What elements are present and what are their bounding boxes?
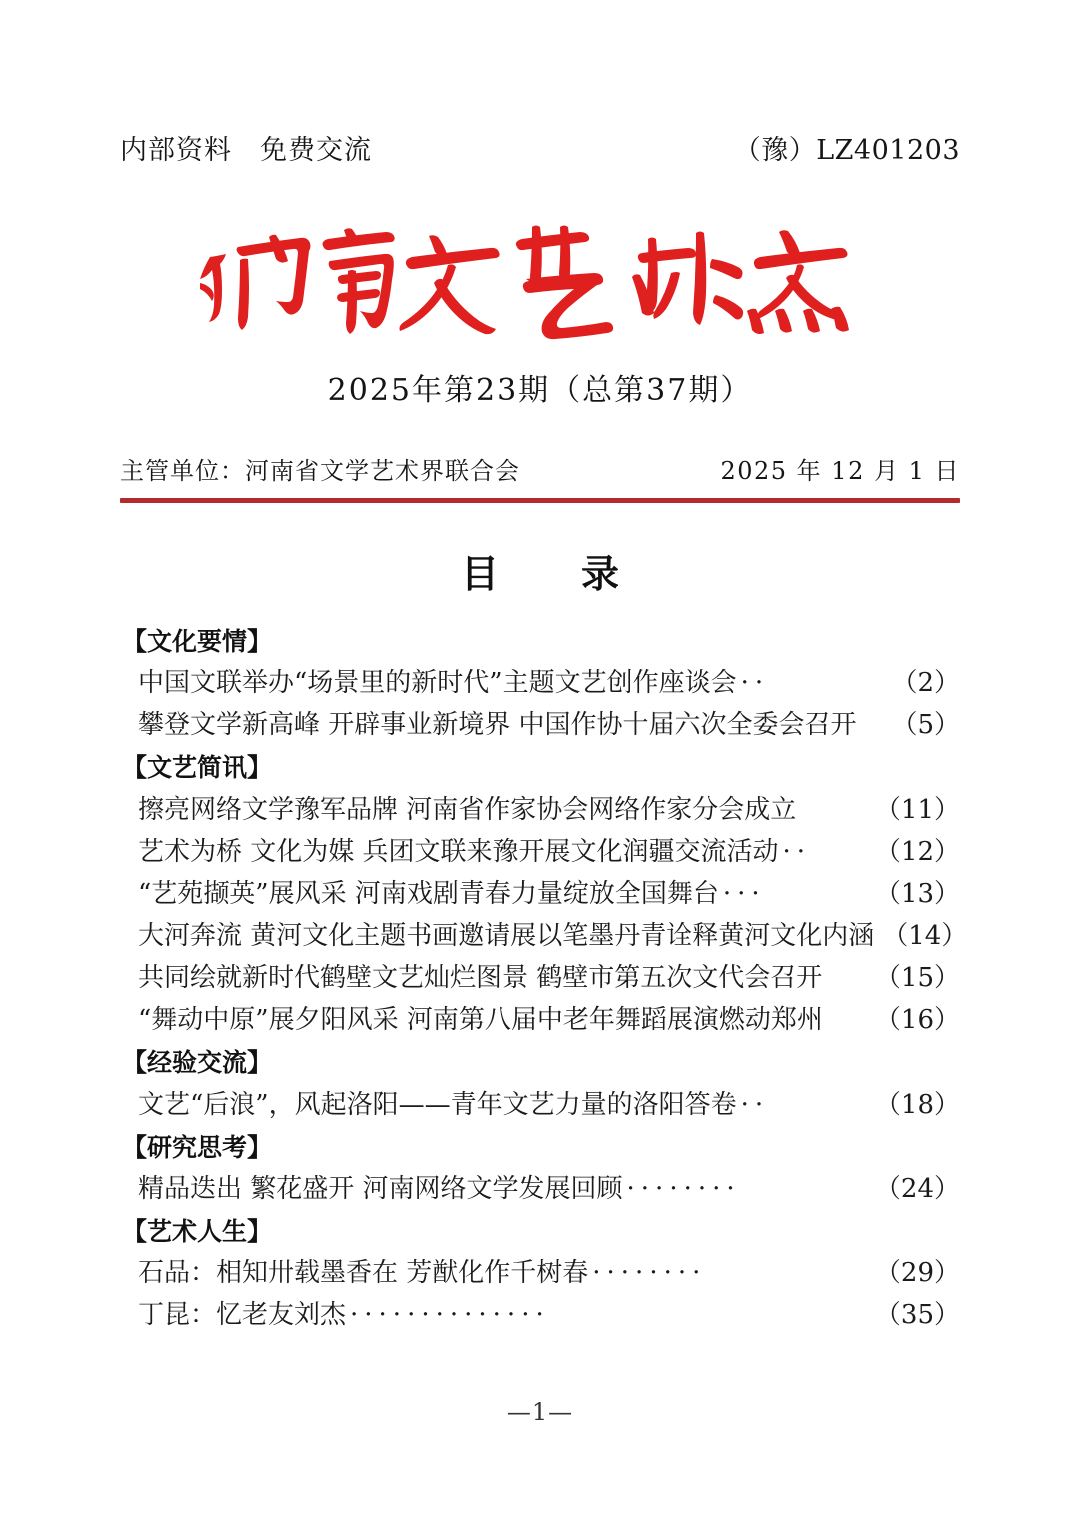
toc-entry-page-number: （29）: [874, 1258, 960, 1289]
toc-entry[interactable]: [120, 662, 960, 704]
toc-heading: 目 录: [460, 551, 641, 596]
issue-line: 2025年第23期（总第37期）: [327, 373, 753, 408]
publication-date: 2025 年 12 月 1 日: [720, 457, 960, 485]
serial-number: （豫）LZ401203: [733, 135, 960, 166]
toc-entry-page-number: （16）: [874, 1005, 960, 1036]
toc-dot-leader: ··: [740, 1089, 770, 1120]
toc-entry[interactable]: [120, 873, 960, 915]
toc-dot-leader: ···: [722, 878, 766, 909]
masthead-calligraphy-icon: [190, 213, 890, 343]
page-content: [120, 0, 968, 1337]
toc-entry-title: “艺苑撷英”展风采 河南戏剧青春力量绽放全国舞台: [138, 878, 719, 909]
toc-entry[interactable]: [120, 1084, 960, 1126]
toc-section-heading: 【经验交流】: [122, 1048, 273, 1078]
internal-notice: 内部资料 免费交流: [120, 135, 372, 166]
toc-entry-title: “舞动中原”展夕阳风采 河南第八届中老年舞蹈展演燃动郑州: [138, 1005, 823, 1036]
toc-section-heading: 【文艺简讯】: [122, 753, 273, 783]
header-row: [120, 128, 960, 167]
toc-entry-page-number: （11）: [874, 794, 960, 825]
toc-entry-title: 文艺“后浪”，风起洛阳——青年文艺力量的洛阳答卷: [138, 1089, 737, 1120]
toc-entry[interactable]: [120, 1294, 960, 1336]
supervising-unit: 主管单位：河南省文学艺术界联合会: [120, 457, 520, 485]
table-of-contents: [120, 624, 968, 1337]
toc-dot-leader: ··············: [350, 1300, 550, 1331]
toc-dot-leader: ··: [740, 668, 770, 699]
toc-entry-title: 精品迭出 繁花盛开 河南网络文学发展回顾: [138, 1173, 623, 1204]
toc-entry[interactable]: [120, 704, 960, 746]
masthead: [120, 213, 960, 343]
toc-entry-title: 石品：相知卅载墨香在 芳猷化作千树春: [138, 1258, 589, 1289]
page-footer: —1—: [506, 1398, 574, 1426]
toc-entry[interactable]: [120, 915, 968, 957]
toc-entry-page-number: （18）: [874, 1089, 960, 1120]
toc-entry-title: 艺术为桥 文化为媒 兵团文联来豫开展文化润疆交流活动: [138, 836, 779, 867]
toc-entry-page-number: （15）: [874, 963, 960, 994]
toc-entry-page-number: （13）: [874, 878, 960, 909]
header-divider: [120, 498, 960, 503]
toc-dot-leader: ··: [782, 836, 812, 867]
toc-entry-page-number: （5）: [891, 710, 960, 741]
toc-section-heading: 【研究思考】: [122, 1132, 273, 1162]
toc-entry-page-number: （35）: [874, 1300, 960, 1331]
toc-entry-title: 攀登文学新高峰 开辟事业新境界 中国作协十届六次全委会召开: [138, 710, 857, 741]
toc-section-heading: 【艺术人生】: [122, 1217, 273, 1247]
toc-entry-page-number: （24）: [874, 1173, 960, 1204]
toc-section-heading: 【文化要情】: [122, 627, 273, 656]
toc-dot-leader: ········: [626, 1173, 741, 1204]
toc-entry[interactable]: [120, 831, 960, 873]
meta-row: [120, 451, 960, 486]
toc-dot-leader: ········: [592, 1258, 707, 1289]
toc-entry[interactable]: [120, 999, 960, 1041]
toc-entry-title: 中国文联举办“场景里的新时代”主题文艺创作座谈会: [138, 668, 737, 699]
toc-entry[interactable]: [120, 1168, 960, 1210]
toc-entry[interactable]: [120, 957, 960, 999]
toc-entry[interactable]: [120, 789, 960, 831]
toc-entry-page-number: （2）: [891, 668, 960, 699]
toc-entry-title: 擦亮网络文学豫军品牌 河南省作家协会网络作家分会成立: [138, 794, 797, 825]
toc-entry-page-number: （14）: [882, 921, 968, 952]
toc-entry-title: 丁昆：忆老友刘杰: [138, 1300, 347, 1331]
toc-entry[interactable]: [120, 1252, 960, 1294]
toc-entry-page-number: （12）: [874, 836, 960, 867]
toc-entry-title: 共同绘就新时代鹤壁文艺灿烂图景 鹤壁市第五次文代会召开: [138, 963, 823, 994]
toc-entry-title: 大河奔流 黄河文化主题书画邀请展以笔墨丹青诠释黄河文化内涵: [138, 921, 875, 952]
